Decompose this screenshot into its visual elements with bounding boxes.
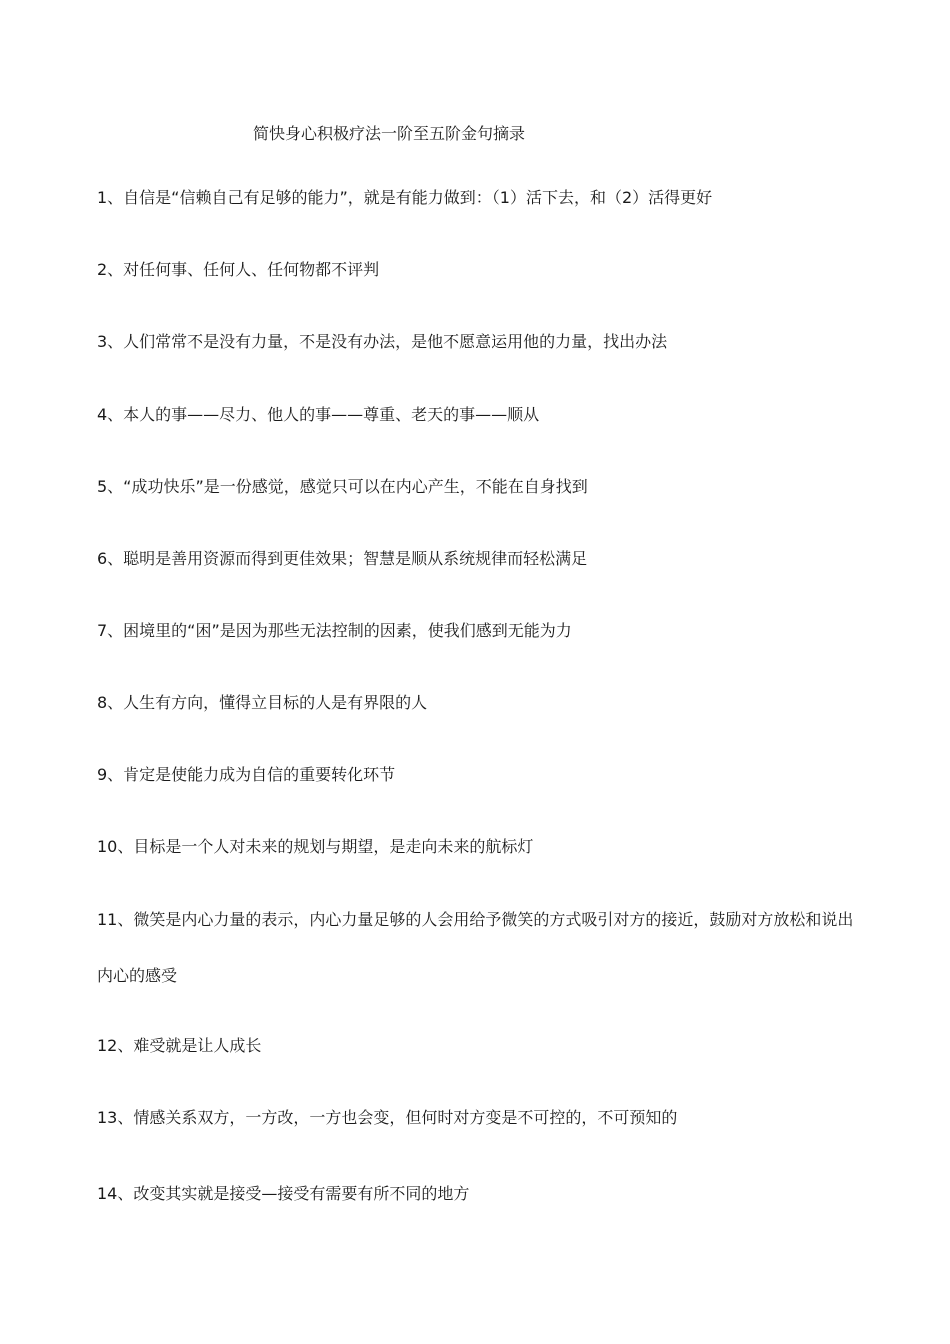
quote-item-4: 4、本人的事——尽力、他人的事——尊重、老天的事——顺从 (97, 405, 540, 424)
quote-item-11: 11、微笑是内心力量的表示，内心力量足够的人会用给予微笑的方式吸引对方的接近，鼓励对方放松和说出内心的感受 (97, 910, 854, 985)
quote-item-5: 5、“成功快乐”是一份感觉，感觉只可以在内心产生，不能在自身找到 (97, 477, 588, 496)
quote-item-2: 2、对任何事、任何人、任何物都不评判 (97, 260, 380, 279)
quote-item-1: 1、自信是“信赖自己有足够的能力”，就是有能力做到：（1）活下去，和（2）活得更好 (97, 188, 713, 207)
quote-item-6: 6、聪明是善用资源而得到更佳效果；智慧是顺从系统规律而轻松满足 (97, 549, 588, 568)
quote-item-7: 7、困境里的“困”是因为那些无法控制的因素，使我们感到无能为力 (97, 621, 572, 640)
quote-item-12: 12、难受就是让人成长 (97, 1036, 262, 1055)
quote-item-8: 8、人生有方向，懂得立目标的人是有界限的人 (97, 693, 428, 712)
document-title: 简快身心积极疗法一阶至五阶金句摘录 (253, 124, 526, 143)
quote-item-9: 9、肯定是使能力成为自信的重要转化环节 (97, 765, 396, 784)
quote-item-3: 3、人们常常不是没有力量，不是没有办法，是他不愿意运用他的力量，找出办法 (97, 332, 668, 351)
quote-item-13: 13、情感关系双方，一方改，一方也会变，但何时对方变是不可控的，不可预知的 (97, 1108, 678, 1127)
quote-item-14: 14、改变其实就是接受—接受有需要有所不同的地方 (97, 1184, 470, 1203)
quote-item-10: 10、目标是一个人对未来的规划与期望，是走向未来的航标灯 (97, 837, 534, 856)
